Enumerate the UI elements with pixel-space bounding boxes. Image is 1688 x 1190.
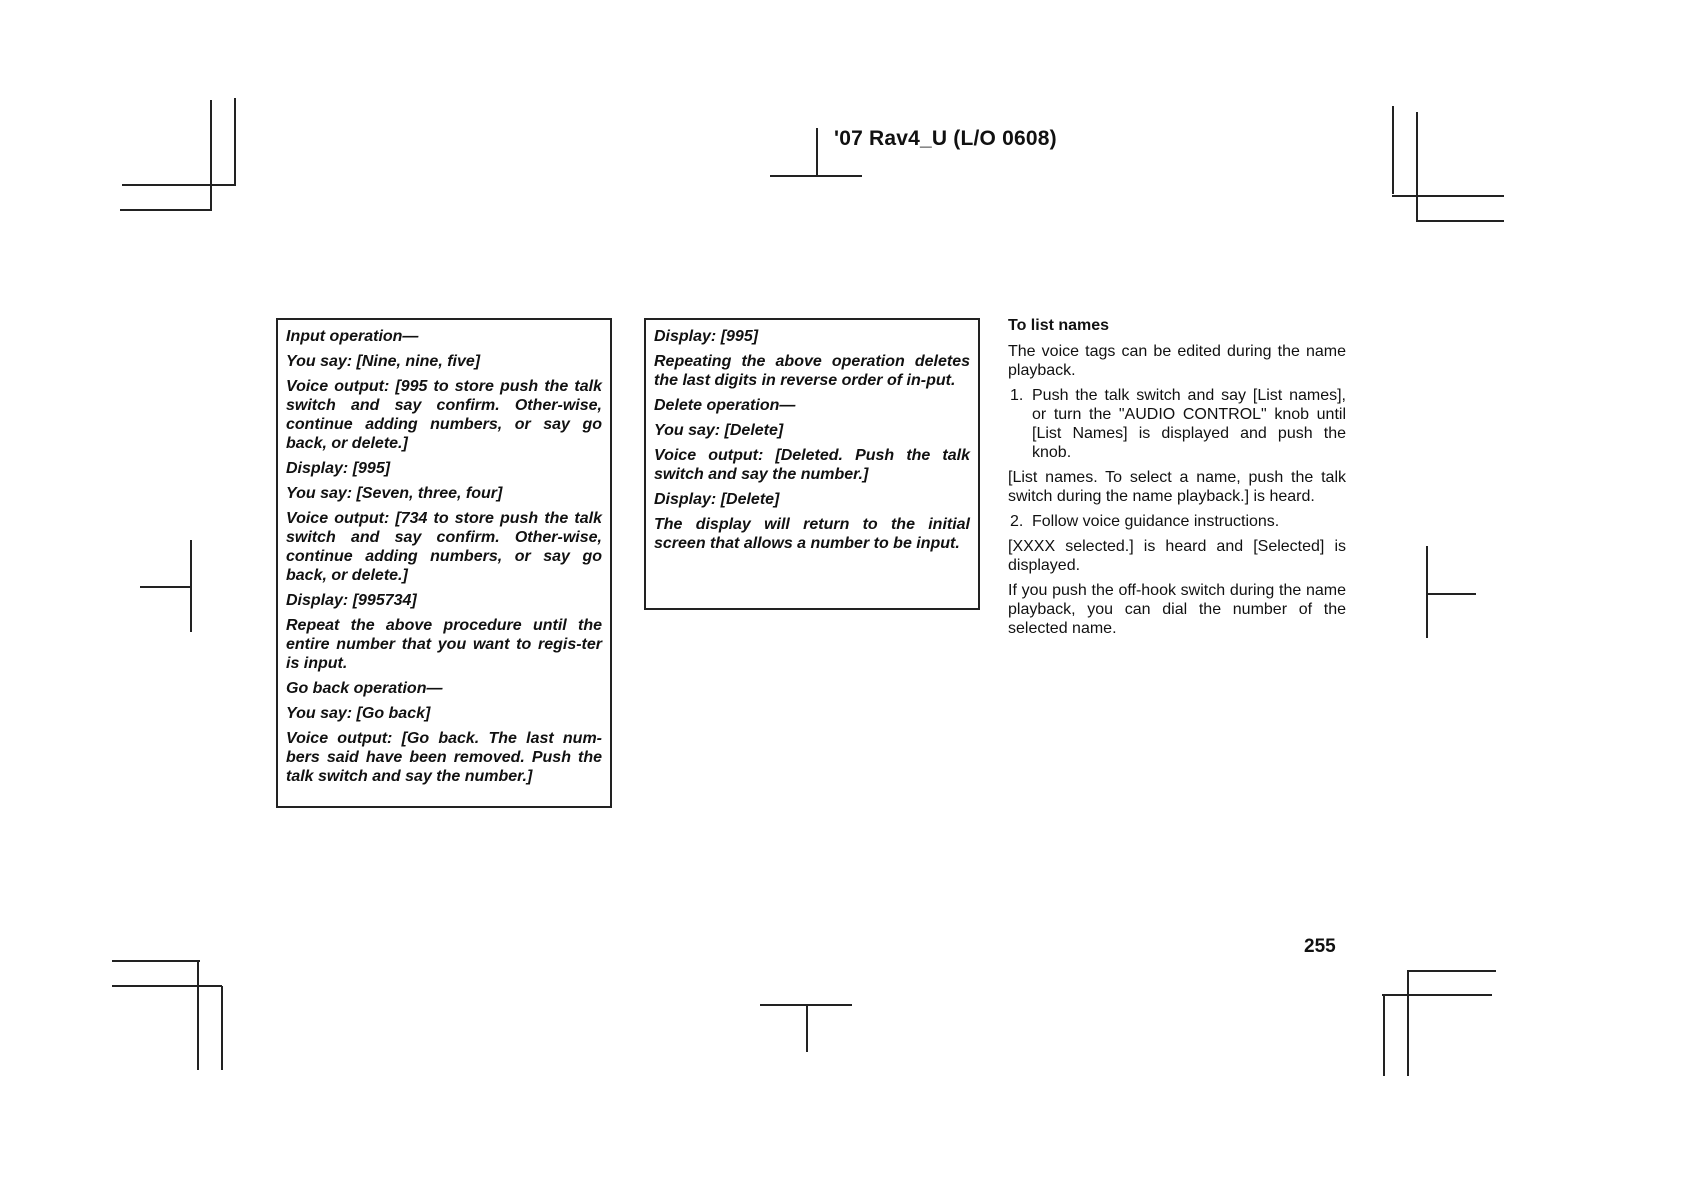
- step-number: 1.: [1010, 387, 1024, 404]
- step-1: [1010, 386, 1346, 462]
- box-paragraph: Voice output: [995 to store push the talk switch and say confirm. Other-wise, continue adding numbers, or say go back, or delete.]: [286, 378, 602, 452]
- crop-mark: [1383, 994, 1385, 1076]
- box-paragraph: Go back operation—: [286, 680, 443, 697]
- note-paragraph: [List names. To select a name, push the talk switch during the name playback.] is heard.: [1008, 469, 1346, 505]
- crop-mark: [806, 1004, 808, 1052]
- crop-mark: [1416, 112, 1418, 220]
- crop-mark: [140, 586, 190, 588]
- crop-mark: [120, 209, 212, 211]
- crop-mark: [190, 540, 192, 632]
- crop-mark: [770, 175, 862, 177]
- crop-mark: [112, 960, 200, 962]
- box-paragraph: You say: [Go back]: [286, 705, 431, 722]
- step-text: Follow voice guidance instructions.: [1032, 513, 1280, 530]
- step-2: [1010, 512, 1346, 531]
- box-paragraph: Repeat the above procedure until the entire number that you want to regis-ter is input.: [286, 617, 602, 672]
- crop-mark: [112, 985, 222, 987]
- section-intro: The voice tags can be edited during the name playback.: [1008, 343, 1346, 379]
- crop-mark: [1392, 195, 1504, 197]
- step-number: 2.: [1010, 513, 1024, 530]
- box-paragraph: Display: [995]: [286, 460, 391, 477]
- box-paragraph: You say: [Seven, three, four]: [286, 485, 503, 502]
- box-paragraph: Repeating the above operation deletes the last digits in reverse order of in-put.: [654, 353, 970, 389]
- crop-mark: [1392, 106, 1394, 194]
- delete-operation-box: [644, 318, 980, 610]
- page-number: 255: [1304, 936, 1336, 957]
- crop-mark: [1408, 970, 1496, 972]
- crop-mark: [1416, 220, 1504, 222]
- box-paragraph: Display: [Delete]: [654, 491, 780, 508]
- page-header-title: '07 Rav4_U (L/O 0608): [834, 127, 1057, 150]
- crop-mark: [197, 962, 199, 1070]
- box-paragraph: The display will return to the initial screen that allows a number to be input.: [654, 516, 970, 552]
- box-paragraph: Voice output: [734 to store push the talk switch and say confirm. Other-wise, continue adding numbers, or say go back, or delete.]: [286, 510, 602, 584]
- box-paragraph: Display: [995]: [654, 328, 759, 345]
- step-text: Push the talk switch and say [List names], or turn the "AUDIO CONTROL" knob until [List Names] is displayed and push the knob.: [1032, 387, 1346, 461]
- box-paragraph: You say: [Nine, nine, five]: [286, 353, 481, 370]
- box-paragraph: Input operation—: [286, 328, 419, 345]
- box-paragraph: Voice output: [Deleted. Push the talk switch and say the number.]: [654, 447, 970, 483]
- crop-mark: [1407, 970, 1409, 1076]
- section-title: To list names: [1008, 317, 1110, 334]
- box-paragraph: Display: [995734]: [286, 592, 417, 609]
- box-paragraph: Delete operation—: [654, 397, 796, 414]
- crop-mark: [1382, 994, 1492, 996]
- box-paragraph: You say: [Delete]: [654, 422, 784, 439]
- note-paragraph: If you push the off-hook switch during the name playback, you can dial the number of the selected name.: [1008, 582, 1346, 637]
- crop-mark: [221, 986, 223, 1070]
- crop-mark: [210, 100, 212, 210]
- crop-mark: [1428, 593, 1476, 595]
- box-paragraph: Voice output: [Go back. The last num-bers said have been removed. Push the talk switch and say the number.]: [286, 730, 602, 785]
- list-names-section: [1008, 316, 1346, 644]
- crop-mark: [816, 128, 818, 176]
- note-paragraph: [XXXX selected.] is heard and [Selected] is displayed.: [1008, 538, 1346, 574]
- crop-mark: [234, 98, 236, 186]
- voice-input-box: [276, 318, 612, 808]
- crop-mark: [1426, 546, 1428, 638]
- crop-mark: [122, 184, 234, 186]
